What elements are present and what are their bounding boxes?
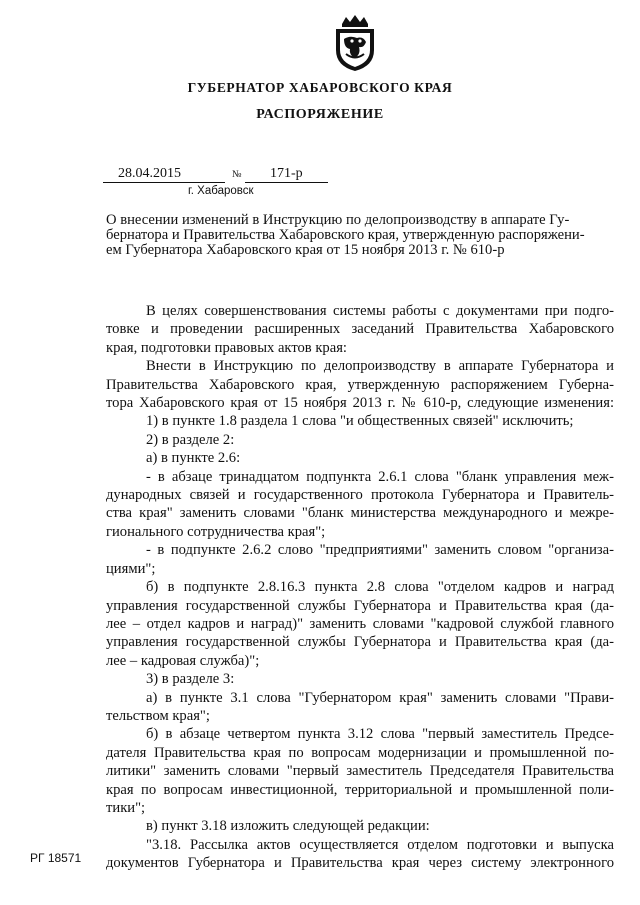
body-line: края по вопросам инвестиционной, территориальной и промышленной поли- <box>106 781 614 798</box>
body-line: 2) в разделе 2: <box>146 431 235 448</box>
body-line: товке и проведении расширенных заседаний Правительства Хабаровского <box>106 321 614 338</box>
body-line: дателя Правительства края по вопросам модернизации и промышленной по- <box>106 744 614 761</box>
body-line: документов Губернатора и Правительства края через систему электронного <box>106 855 614 872</box>
body-line: лее – кадровая служба)"; <box>106 652 260 669</box>
body-line: гионального сотрудничества края"; <box>106 523 326 540</box>
body-line: циями"; <box>106 560 156 577</box>
body-line: 3) в разделе 3: <box>146 671 235 688</box>
subject-line: бернатора и Правительства Хабаровского края, утвержденную распоряжени- <box>106 227 585 243</box>
body-line: литики" заменить словами "первый заместитель Председателя Правительства <box>106 763 614 780</box>
body-line: дународных связей и государственного протокола Губернатора и Правитель- <box>106 487 614 504</box>
subject-line: О внесении изменений в Инструкцию по делопроизводству в аппарате Гу- <box>106 212 570 228</box>
body-line: 1) в пункте 1.8 раздела 1 слова "и общественных связей" исключить; <box>146 413 574 430</box>
body-line: в) пункт 3.18 изложить следующей редакции: <box>146 818 430 835</box>
document-subject <box>106 213 614 258</box>
number-underline <box>245 182 328 183</box>
body-line: Внести в Инструкцию по делопроизводству в аппарате Губернатора и <box>146 358 614 375</box>
document-city: г. Хабаровск <box>188 185 254 197</box>
governor-title: ГУБЕРНАТОР ХАБАРОВСКОГО КРАЯ <box>187 80 453 95</box>
body-line: края, подготовки правовых актов края: <box>106 339 347 356</box>
body-line: В целях совершенствования системы работы с документами при подго- <box>146 303 614 319</box>
body-line: Правительства Хабаровского края, утвержденную распоряжением Губерна- <box>106 376 614 393</box>
body-line: лее – отдел кадров и наград)" заменить словами "кадровой службой главного <box>106 615 614 632</box>
subject-line: ем Губернатора Хабаровского края от 15 ноября 2013 г. № 610-р <box>106 242 505 258</box>
body-line: ства края" заменить словами "бланк министерства международного и межре- <box>106 505 614 522</box>
body-line: управления государственной службы Губернатора и Правительства края (да- <box>106 597 614 614</box>
body-line: а) в пункте 3.1 слова "Губернатором края" заменить словами "Прави- <box>146 689 614 706</box>
body-line: б) в абзаце четвертом пункта 3.12 слова "первый заместитель Предсе- <box>146 726 614 743</box>
body-line: тельством края"; <box>106 707 210 724</box>
document-number: 171-р <box>270 166 303 181</box>
body-line: "3.18. Рассылка актов осуществляется отделом подготовки и выпуска <box>146 836 614 853</box>
body-line: управления государственной службы Губернатора и Правительства края (да- <box>106 634 614 651</box>
body-line: - в подпункте 2.6.2 слово "предприятиями" заменить словом "организа- <box>146 542 614 559</box>
body-line: - в абзаце тринадцатом подпункта 2.6.1 слова "бланк управления меж- <box>146 468 614 485</box>
document-body <box>106 302 614 873</box>
coat-of-arms-icon <box>330 14 380 72</box>
body-line: б) в подпункте 2.8.16.3 пункта 2.8 слова "отделом кадров и наград <box>146 579 614 596</box>
number-sign: № <box>232 169 242 180</box>
document-code: РГ 18571 <box>30 851 82 865</box>
body-line: а) в пункте 2.6: <box>146 450 241 467</box>
document-type: РАСПОРЯЖЕНИЕ <box>256 107 384 122</box>
body-line: тора Хабаровского края от 15 ноября 2013 г. № 610-р, следующие изменения: <box>106 395 614 412</box>
body-line: тики"; <box>106 799 146 816</box>
document-date: 28.04.2015 <box>118 166 181 181</box>
date-underline <box>103 182 225 183</box>
